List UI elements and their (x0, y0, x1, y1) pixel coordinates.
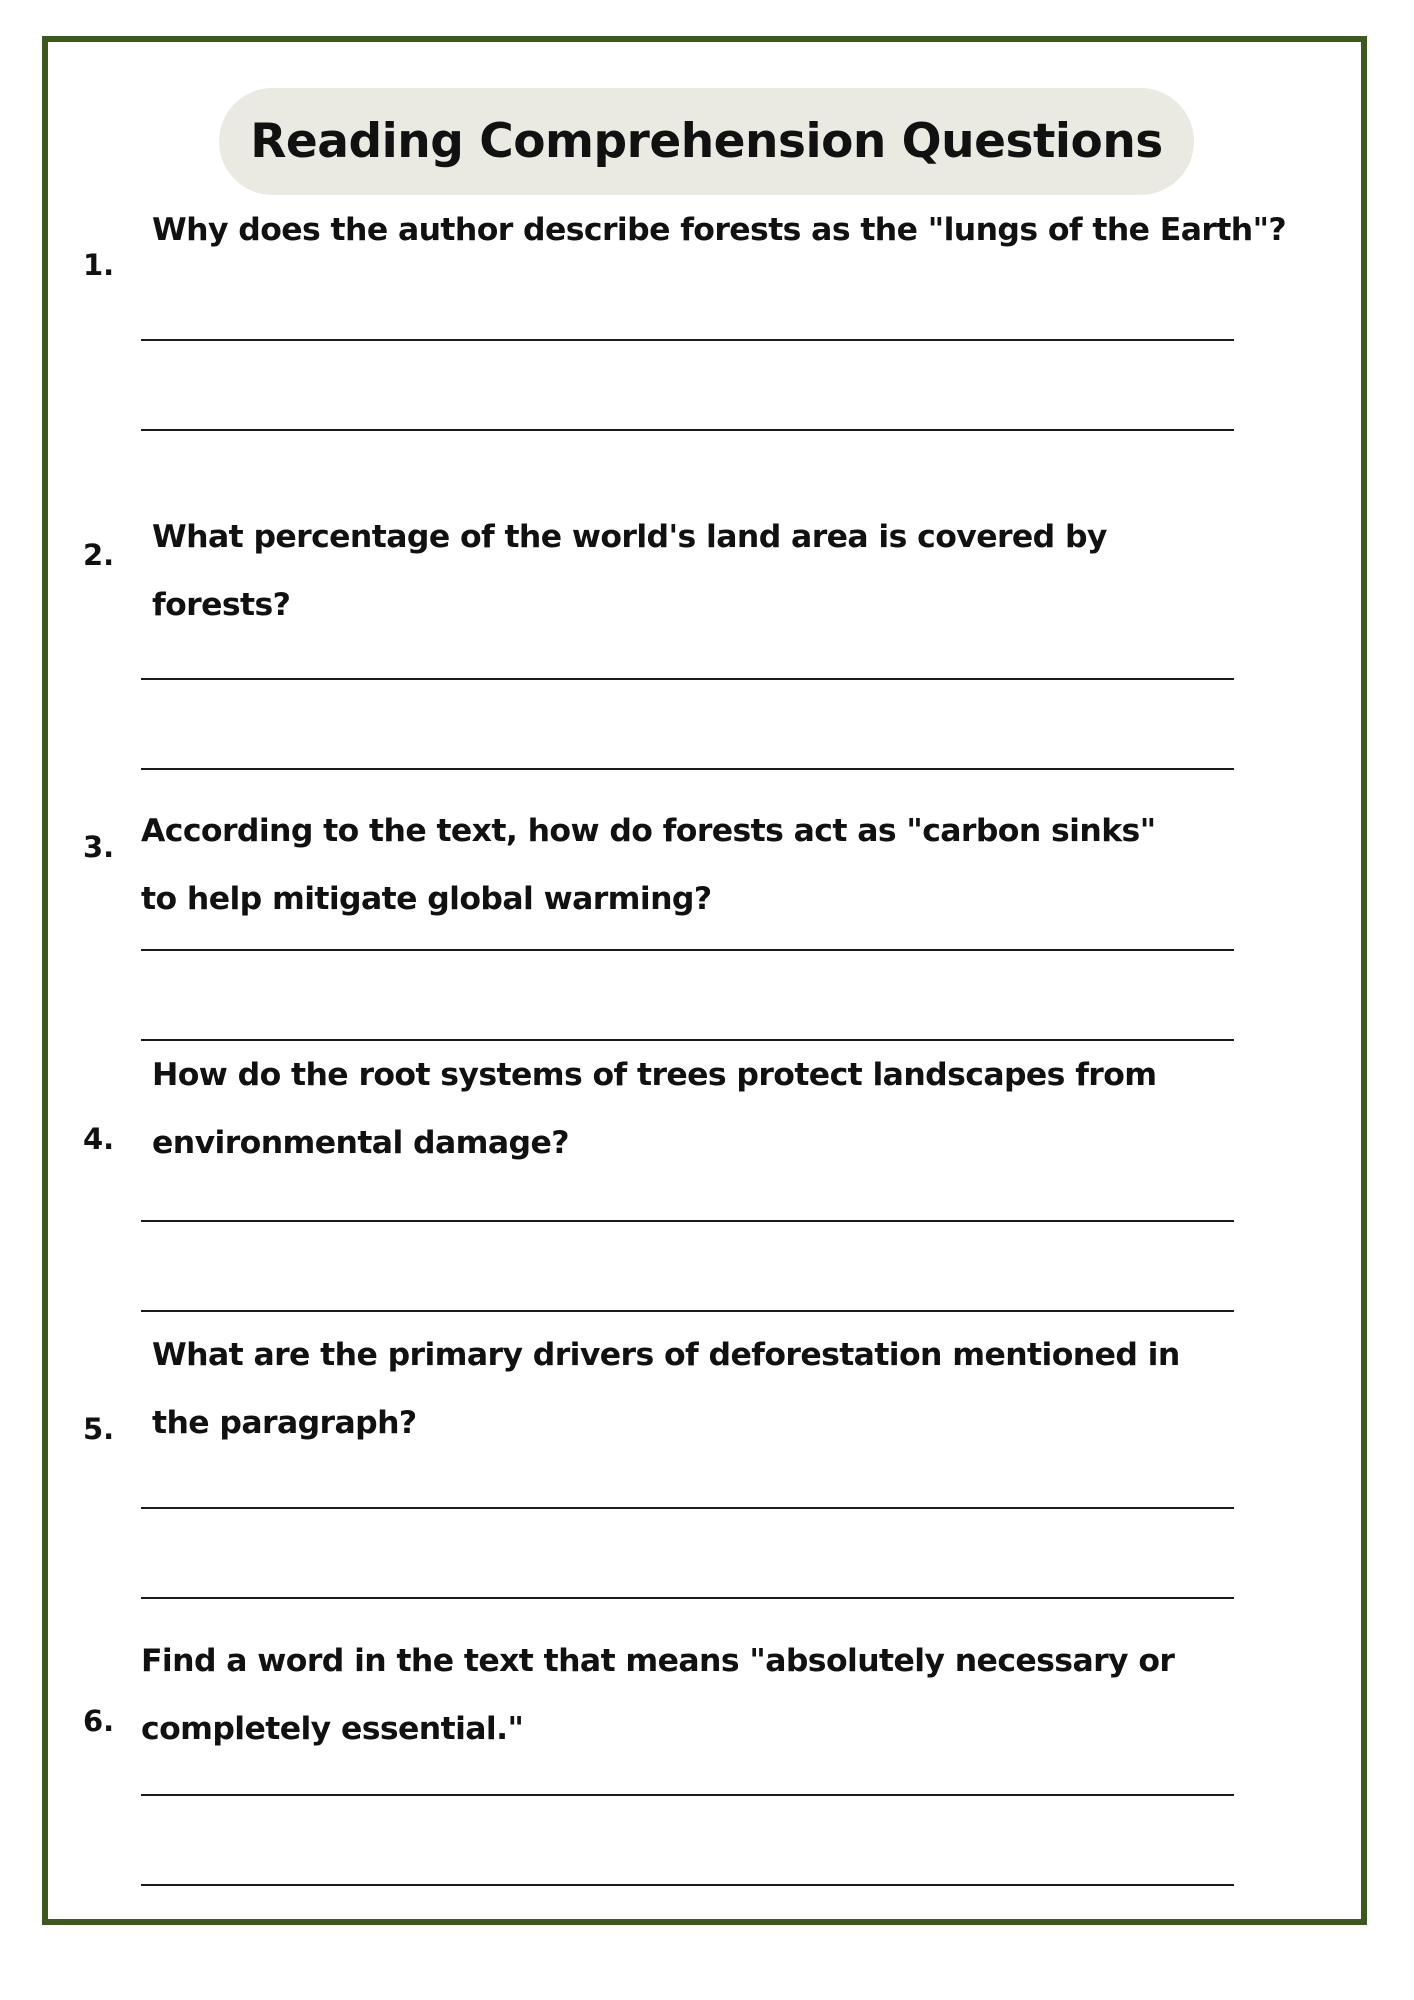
question-number: 4. (83, 1122, 115, 1156)
answer-line[interactable] (141, 1507, 1234, 1509)
question-text-line: How do the root systems of trees protect landscapes from (152, 1057, 1157, 1093)
question-text-line: forests? (152, 587, 291, 623)
answer-line[interactable] (141, 429, 1234, 431)
question-text-line: to help mitigate global warming? (141, 881, 712, 917)
question-number: 2. (83, 538, 115, 572)
question-text-line: Find a word in the text that means "absolutely necessary or (141, 1643, 1175, 1679)
question-number: 6. (83, 1704, 115, 1738)
title-banner (219, 88, 1194, 195)
page-title: Reading Comprehension Questions (250, 114, 1163, 169)
answer-line[interactable] (141, 678, 1234, 680)
answer-line[interactable] (141, 1597, 1234, 1599)
answer-line[interactable] (141, 1039, 1234, 1041)
question-text-line: Why does the author describe forests as the "lungs of the Earth"? (152, 212, 1287, 248)
question-text-line: According to the text, how do forests act as "carbon sinks" (141, 813, 1156, 849)
question-text-line: the paragraph? (152, 1405, 417, 1441)
question-number: 1. (83, 248, 115, 282)
answer-line[interactable] (141, 768, 1234, 770)
answer-line[interactable] (141, 339, 1234, 341)
question-number: 5. (83, 1412, 115, 1446)
question-text-line: completely essential." (141, 1711, 524, 1747)
answer-line[interactable] (141, 1884, 1234, 1886)
answer-line[interactable] (141, 949, 1234, 951)
answer-line[interactable] (141, 1220, 1234, 1222)
question-text-line: environmental damage? (152, 1125, 569, 1161)
question-number: 3. (83, 830, 115, 864)
answer-line[interactable] (141, 1794, 1234, 1796)
question-text-line: What percentage of the world's land area is covered by (152, 519, 1107, 555)
question-text-line: What are the primary drivers of deforestation mentioned in (152, 1337, 1180, 1373)
answer-line[interactable] (141, 1310, 1234, 1312)
